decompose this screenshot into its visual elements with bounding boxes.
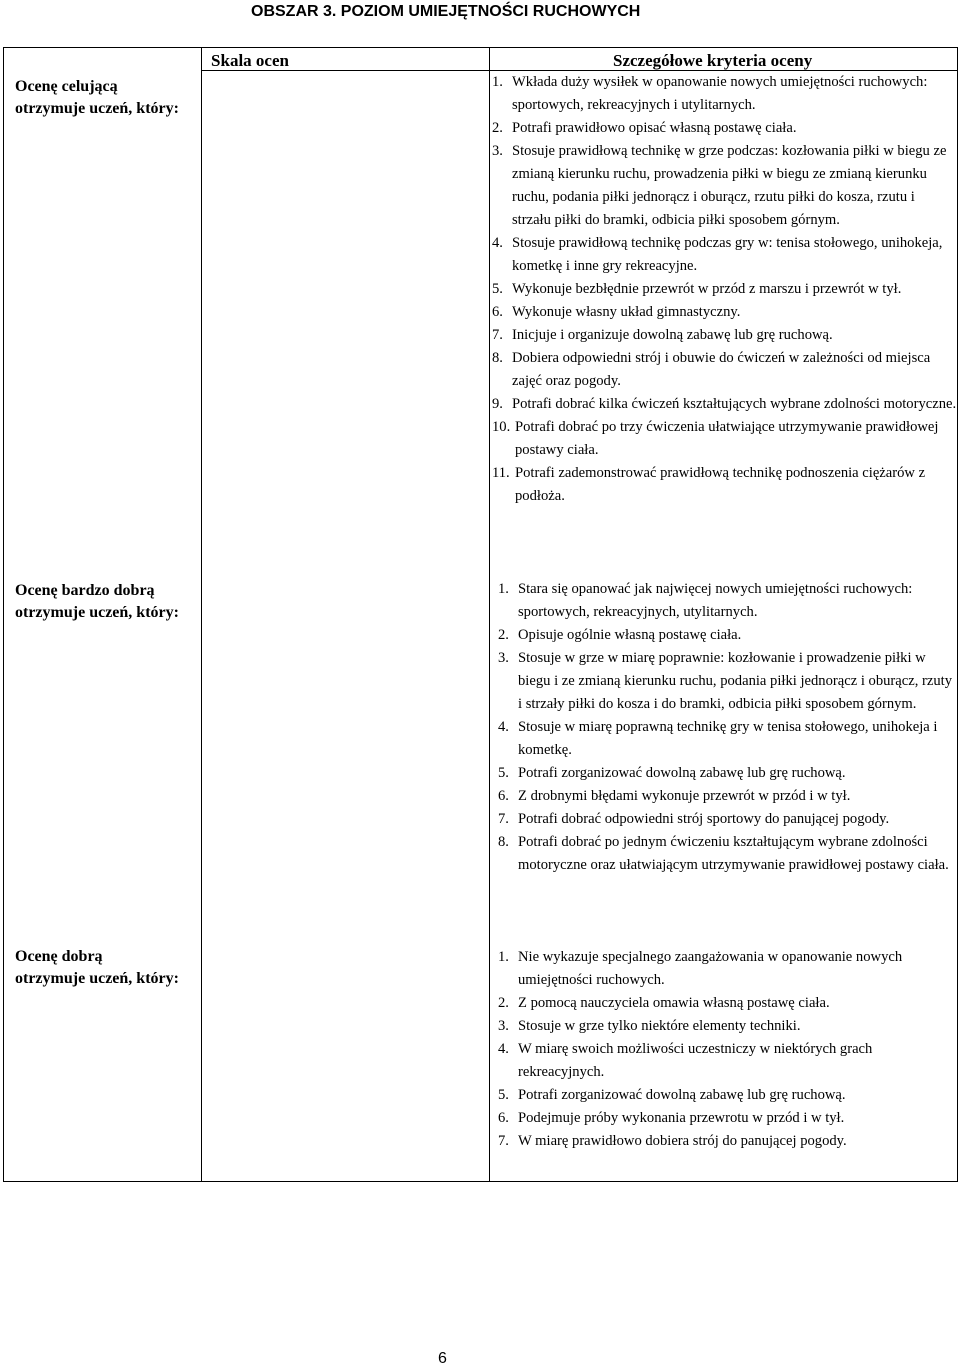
grade-label-line2: otrzymuje uczeń, który: [15,100,179,117]
criteria-item [492,301,957,324]
criteria-item [498,808,958,831]
criteria-item-text: Potrafi zorganizować dowolną zabawę lub grę ruchową. [518,765,846,781]
criteria-item-text: Potrafi dobrać po jednym ćwiczeniu kształtującym wybrane zdolności motoryczne oraz ułatwiającym utrzymywanie prawidłowej postawy ciała. [518,834,949,873]
criteria-item [492,140,957,232]
criteria-item-number: 9. [492,396,503,412]
criteria-item-number: 8. [498,834,509,850]
criteria-item [498,716,958,762]
criteria-item [498,831,958,877]
criteria-item-text: Wykonuje bezbłędnie przewrót w przód z marszu i przewrót w tył. [512,281,902,297]
criteria-item [498,946,958,992]
criteria-item-number: 10. [492,419,511,435]
grade-label-line1: Ocenę dobrą [15,948,103,965]
page-number: 6 [438,1350,447,1367]
criteria-item-text: Potrafi dobrać odpowiedni strój sportowy do panującej pogody. [518,811,890,827]
grade-label-dobra [15,946,179,990]
criteria-item-number: 11. [492,465,510,481]
criteria-item-number: 2. [498,627,509,643]
criteria-item-number: 4. [492,235,503,251]
criteria-item-text: W miarę swoich możliwości uczestniczy w niektórych grach rekreacyjnych. [518,1041,873,1080]
criteria-item [498,1015,958,1038]
criteria-item-number: 5. [492,281,503,297]
grade-label-line2: otrzymuje uczeń, który: [15,604,179,621]
criteria-item [498,1038,958,1084]
grade-label-bardzo-dobra [15,580,179,624]
criteria-item-text: Potrafi dobrać po trzy ćwiczenia ułatwiające utrzymywanie prawidłowej postawy ciała. [515,419,939,458]
criteria-item [498,762,958,785]
criteria-item-number: 3. [498,1018,509,1034]
criteria-item-text: Potrafi zorganizować dowolną zabawę lub grę ruchową. [518,1087,846,1103]
criteria-item-number: 6. [492,304,503,320]
criteria-item-number: 3. [492,143,503,159]
column-divider [489,48,490,1181]
header-criteria: Szczegółowe kryteria oceny [613,51,813,70]
criteria-item-number: 5. [498,765,509,781]
criteria-item-number: 5. [498,1087,509,1103]
criteria-item-number: 7. [492,327,503,343]
grade-label-celujaca [15,76,179,120]
criteria-item [498,647,958,716]
page-title: OBSZAR 3. POZIOM UMIEJĘTNOŚCI RUCHOWYCH [251,3,641,20]
criteria-item-number: 2. [492,120,503,136]
criteria-item [498,1107,958,1130]
criteria-item-number: 1. [498,949,509,965]
criteria-item [492,278,957,301]
criteria-item-text: Potrafi prawidłowo opisać własną postawę ciała. [512,120,797,136]
criteria-item [498,1084,958,1107]
criteria-item-text: Z pomocą nauczyciela omawia własną postawę ciała. [518,995,830,1011]
criteria-item-text: Z drobnymi błędami wykonuje przewrót w przód i w tył. [518,788,851,804]
criteria-item [492,71,957,117]
grade-label-line1: Ocenę celującą [15,78,118,95]
criteria-item-text: Wkłada duży wysiłek w opanowanie nowych umiejętności ruchowych: sportowych, rekreacyjnych i utylitarnych. [512,74,928,113]
criteria-item-number: 7. [498,811,509,827]
criteria-item-text: Stosuje w grze w miarę poprawnie: kozłowanie i prowadzenie piłki w biegu i ze zmianą kierunku ruchu, podania piłki jednorącz i oburącz, rzuty i strzały piłki do kosza i do bramki, odbicia piłki sposobem górnym. [518,650,952,712]
criteria-list-bardzo-dobra [498,578,958,877]
criteria-item-number: 2. [498,995,509,1011]
criteria-item-text: Stara się opanować jak najwięcej nowych umiejętności ruchowych: sportowych, rekreacyjnych, utylitarnych. [518,581,913,620]
criteria-item-text: Dobiera odpowiedni strój i obuwie do ćwiczeń w zależności od miejsca zajęć oraz pogody. [512,350,931,389]
criteria-item-text: Stosuje w miarę poprawną technikę gry w tenisa stołowego, unihokeja i kometkę. [518,719,938,758]
criteria-item-number: 3. [498,650,509,666]
criteria-item-text: Opisuje ogólnie własną postawę ciała. [518,627,742,643]
criteria-item-number: 1. [498,581,509,597]
criteria-item-text: Podejmuje próby wykonania przewrotu w przód i w tył. [518,1110,845,1126]
criteria-item [498,578,958,624]
criteria-item-text: Stosuje prawidłową technikę w grze podczas: kozłowania piłki w biegu ze zmianą kierunku ruchu, prowadzenia piłki w biegu ze zmianą kierunku ruchu, podania piłki jednorącz i oburącz, rzutu piłki do kosza, rzutu i strzału piłki do bramki, odbicia piłki sposobem górnym. [512,143,947,228]
criteria-item-text: Inicjuje i organizuje dowolną zabawę lub grę ruchową. [512,327,833,343]
criteria-item [492,232,957,278]
column-divider [201,48,202,1181]
criteria-item-text: Wykonuje własny układ gimnastyczny. [512,304,741,320]
grade-label-line1: Ocenę bardzo dobrą [15,582,155,599]
criteria-item-text: Stosuje prawidłową technikę podczas gry w: tenisa stołowego, unihokeja, kometkę i inne gry rekreacyjne. [512,235,943,274]
criteria-item-number: 8. [492,350,503,366]
criteria-item-text: Nie wykazuje specjalnego zaangażowania w opanowanie nowych umiejętności ruchowych. [518,949,903,988]
grade-label-line2: otrzymuje uczeń, który: [15,970,179,987]
criteria-table [3,47,958,1182]
criteria-item-text: Potrafi zademonstrować prawidłową technikę podnoszenia ciężarów z podłoża. [515,465,926,504]
criteria-item-text: Potrafi dobrać kilka ćwiczeń kształtujących wybrane zdolności motoryczne. [512,396,957,412]
criteria-item [492,393,957,416]
criteria-list-celujaca [492,71,957,508]
criteria-item [498,1130,958,1153]
criteria-item-number: 6. [498,788,509,804]
criteria-item-number: 7. [498,1133,509,1149]
criteria-item-number: 6. [498,1110,509,1126]
header-grade-scale: Skala ocen [211,51,289,70]
criteria-list-dobra [498,946,958,1153]
criteria-item-number: 1. [492,74,503,90]
criteria-item-text: Stosuje w grze tylko niektóre elementy techniki. [518,1018,801,1034]
criteria-item-text: W miarę prawidłowo dobiera strój do panującej pogody. [518,1133,847,1149]
criteria-item [498,785,958,808]
criteria-item [498,992,958,1015]
criteria-item [492,347,957,393]
criteria-item [492,462,957,508]
criteria-item [498,624,958,647]
criteria-item [492,416,957,462]
criteria-item [492,324,957,347]
criteria-item-number: 4. [498,719,509,735]
criteria-item [492,117,957,140]
criteria-item-number: 4. [498,1041,509,1057]
